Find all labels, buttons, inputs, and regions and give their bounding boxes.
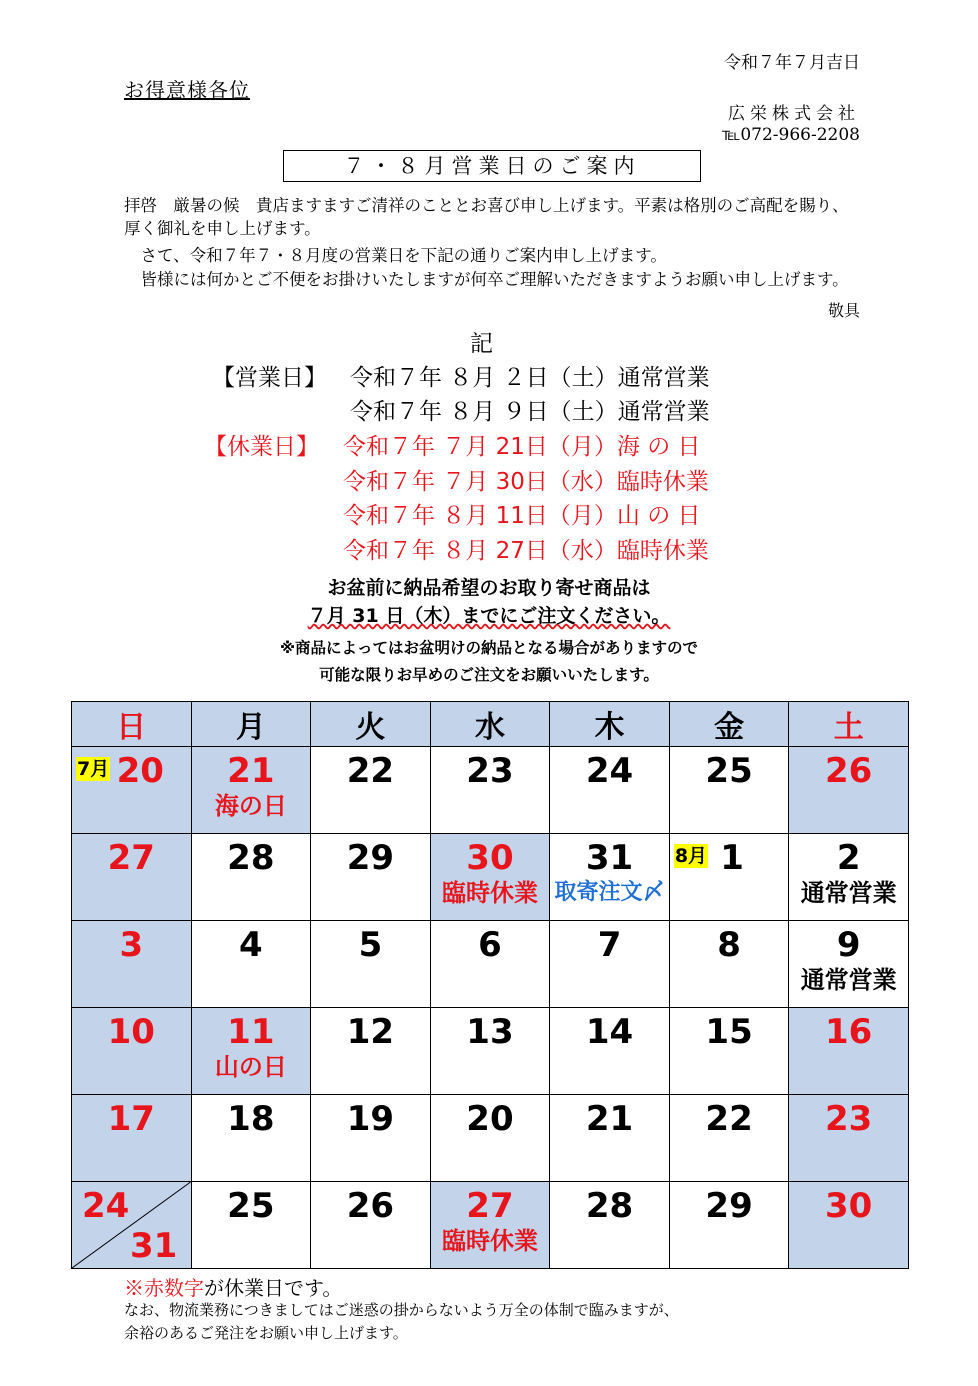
day-number: 24: [585, 751, 634, 791]
open-days-label: 【営業日】: [212, 365, 327, 391]
month-tag: 8月: [674, 845, 708, 867]
calendar-day-cell: [311, 921, 431, 1008]
day-note: 通常営業: [800, 879, 897, 907]
weekday-header: 火: [311, 702, 431, 747]
day-note: 通常営業: [800, 966, 897, 994]
day-number: 17: [107, 1099, 155, 1139]
day-number: 10: [107, 1012, 155, 1052]
calendar-day-cell: [669, 1095, 789, 1182]
footer-note-red: ※赤数字: [124, 1276, 204, 1300]
ki-heading: 記: [470, 331, 493, 357]
day-number: 21: [227, 751, 275, 791]
calendar-day-cell: [191, 834, 311, 921]
day-number: 11: [227, 1012, 275, 1052]
day-number: 4: [239, 925, 263, 965]
calendar-day-cell: [550, 921, 670, 1008]
weekday-header: 金: [669, 702, 789, 747]
closed-days-label: 【休業日】: [204, 434, 319, 460]
weekday-header: 水: [430, 702, 550, 747]
closed-day: 令和７年 ８月 11日（月）山 の 日: [343, 503, 701, 529]
calendar-day-cell: [430, 921, 550, 1008]
recipient: お得意様各位: [124, 78, 250, 102]
day-number: 9: [836, 925, 861, 965]
day-number: 8: [717, 925, 741, 965]
open-day: 令和７年 ８月 ９日（土）通常営業: [350, 399, 710, 425]
day-number: 14: [585, 1012, 634, 1052]
calendar-table: [71, 701, 909, 1269]
calendar-day-cell: [789, 747, 909, 834]
calendar-day-cell: [191, 1095, 311, 1182]
issue-date: 令和７年７月吉日: [724, 53, 860, 73]
greeting-paragraph: 拝啓 厳暑の候 貴店ますますご清祥のこととお喜び申し上げます。平素は格別のご高配を賜り、厚く御礼を申し上げます。: [124, 196, 849, 238]
day-number: 13: [466, 1012, 514, 1052]
day-number: 26: [346, 1186, 395, 1226]
calendar-day-cell: [550, 834, 670, 921]
notice-line: お盆前に納品希望のお取り寄せ商品は: [327, 577, 651, 599]
day-number: 16: [825, 1012, 873, 1052]
day-number: 29: [705, 1186, 753, 1226]
calendar-day-cell: [191, 747, 311, 834]
calendar-day-cell: [72, 747, 192, 834]
calendar-day-cell: [311, 747, 431, 834]
intro-paragraph: さて、令和７年７・８月度の営業日を下記の通りご案内申し上げます。: [124, 246, 667, 265]
calendar-day-cell: [72, 1182, 192, 1269]
calendar-day-cell: [430, 747, 550, 834]
company-tel: ℡072-966-2208: [722, 125, 860, 145]
calendar-week-row: [72, 834, 909, 921]
calendar-week-row: [72, 921, 909, 1008]
day-number: 20: [466, 1099, 514, 1139]
day-number: 27: [466, 1186, 514, 1226]
day-note: 取寄注文〆: [554, 880, 665, 905]
day-number: 18: [227, 1099, 275, 1139]
calendar-day-cell: [789, 1008, 909, 1095]
day-number: 6: [478, 925, 502, 965]
day-number: 30: [466, 838, 514, 878]
day-number: 28: [585, 1186, 634, 1226]
calendar-day-cell: [789, 921, 909, 1008]
day-number: 31: [585, 838, 634, 878]
closing: 敬具: [827, 301, 860, 320]
weekday-header: 月: [191, 702, 311, 747]
calendar-day-cell: [72, 1008, 192, 1095]
day-number: 5: [358, 925, 383, 965]
calendar: [71, 701, 909, 1269]
day-number: 28: [227, 838, 275, 878]
calendar-week-row: [72, 747, 909, 834]
day-number: 15: [705, 1012, 753, 1052]
day-note: 海の日: [214, 792, 287, 820]
calendar-day-cell: [430, 1095, 550, 1182]
calendar-day-cell: [430, 1182, 550, 1269]
weekday-header: 日: [72, 702, 192, 747]
day-number: 23: [466, 751, 514, 791]
footer-note: [124, 1272, 342, 1301]
footer-line: なお、物流業務につきましてはご迷惑の掛からないよう万全の体制で臨みますが、: [124, 1301, 679, 1319]
day-number: 3: [119, 925, 144, 965]
day-number: 21: [585, 1099, 634, 1139]
calendar-day-cell: [72, 921, 192, 1008]
calendar-day-cell: [311, 834, 431, 921]
day-number: 7: [597, 925, 622, 965]
notice-line: 可能な限りお早めのご注文をお願いいたします。: [319, 666, 659, 684]
calendar-day-cell: [550, 1095, 670, 1182]
day-note: 臨時休業: [441, 879, 538, 907]
calendar-day-cell: [669, 1182, 789, 1269]
day-number: 29: [346, 838, 395, 878]
calendar-day-cell: [789, 1095, 909, 1182]
open-day: 令和７年 ８月 ２日（土）通常営業: [350, 365, 710, 391]
calendar-day-cell: [550, 1182, 670, 1269]
day-number: 26: [825, 751, 873, 791]
calendar-day-cell: [191, 921, 311, 1008]
closed-day: 令和７年 ７月 21日（月）海 の 日: [343, 434, 701, 460]
day-number: 2: [836, 838, 861, 878]
day-number: 23: [825, 1099, 873, 1139]
apology-paragraph: 皆様には何かとご不便をお掛けいたしますが何卒ご理解いただきますようお願い申し上げます。: [124, 270, 849, 289]
calendar-week-row: [72, 1182, 909, 1269]
footer-note-rest: が休業日です。: [204, 1276, 343, 1300]
calendar-day-cell: [311, 1008, 431, 1095]
calendar-day-cell: [311, 1182, 431, 1269]
notice-deadline: [0, 601, 978, 628]
weekday-header: 土: [789, 702, 909, 747]
calendar-day-cell: [430, 1008, 550, 1095]
footer-line: 余裕のあるご発注をお願い申し上げます。: [124, 1324, 408, 1342]
calendar-day-cell: [430, 834, 550, 921]
calendar-day-cell: [72, 834, 192, 921]
day-number: 31: [130, 1226, 178, 1266]
weekday-header: 木: [550, 702, 670, 747]
day-number: 30: [825, 1186, 873, 1226]
closed-day: 令和７年 ８月 27日（水）臨時休業: [343, 538, 709, 564]
day-number: 20: [116, 751, 164, 791]
day-number: 1: [720, 838, 744, 878]
day-number: 22: [346, 751, 395, 791]
month-tag: 7月: [77, 758, 110, 780]
calendar-body: [72, 747, 909, 1269]
day-number: 25: [227, 1186, 275, 1226]
calendar-week-row: [72, 1008, 909, 1095]
day-number: 25: [705, 751, 753, 791]
day-number: 12: [346, 1012, 395, 1052]
closed-day: 令和７年 ７月 30日（水）臨時休業: [343, 469, 709, 495]
day-note: 臨時休業: [441, 1227, 538, 1255]
calendar-day-cell: [789, 1182, 909, 1269]
page-title: ７・８月営業日のご案内: [283, 150, 701, 182]
calendar-day-cell: [191, 1008, 311, 1095]
calendar-day-cell: [669, 921, 789, 1008]
day-number: 27: [107, 838, 155, 878]
calendar-day-cell: [550, 747, 670, 834]
company-name: 広栄株式会社: [728, 104, 860, 124]
calendar-day-cell: [550, 1008, 670, 1095]
calendar-day-cell: [789, 834, 909, 921]
day-number: 19: [346, 1099, 395, 1139]
weekday-header-row: [72, 702, 909, 747]
calendar-day-cell: [669, 834, 789, 921]
calendar-day-cell: [72, 1095, 192, 1182]
calendar-day-cell: [669, 747, 789, 834]
calendar-day-cell: [191, 1182, 311, 1269]
calendar-day-cell: [669, 1008, 789, 1095]
day-number: 24: [82, 1186, 130, 1226]
day-number: 22: [705, 1099, 753, 1139]
calendar-week-row: [72, 1095, 909, 1182]
notice-line: ※商品によってはお盆明けの納品となる場合がありますので: [279, 639, 699, 657]
notice-deadline-text: ７月 31 日（木）までにご注文ください。: [307, 605, 671, 627]
day-note: 山の日: [214, 1053, 287, 1081]
calendar-day-cell: [311, 1095, 431, 1182]
